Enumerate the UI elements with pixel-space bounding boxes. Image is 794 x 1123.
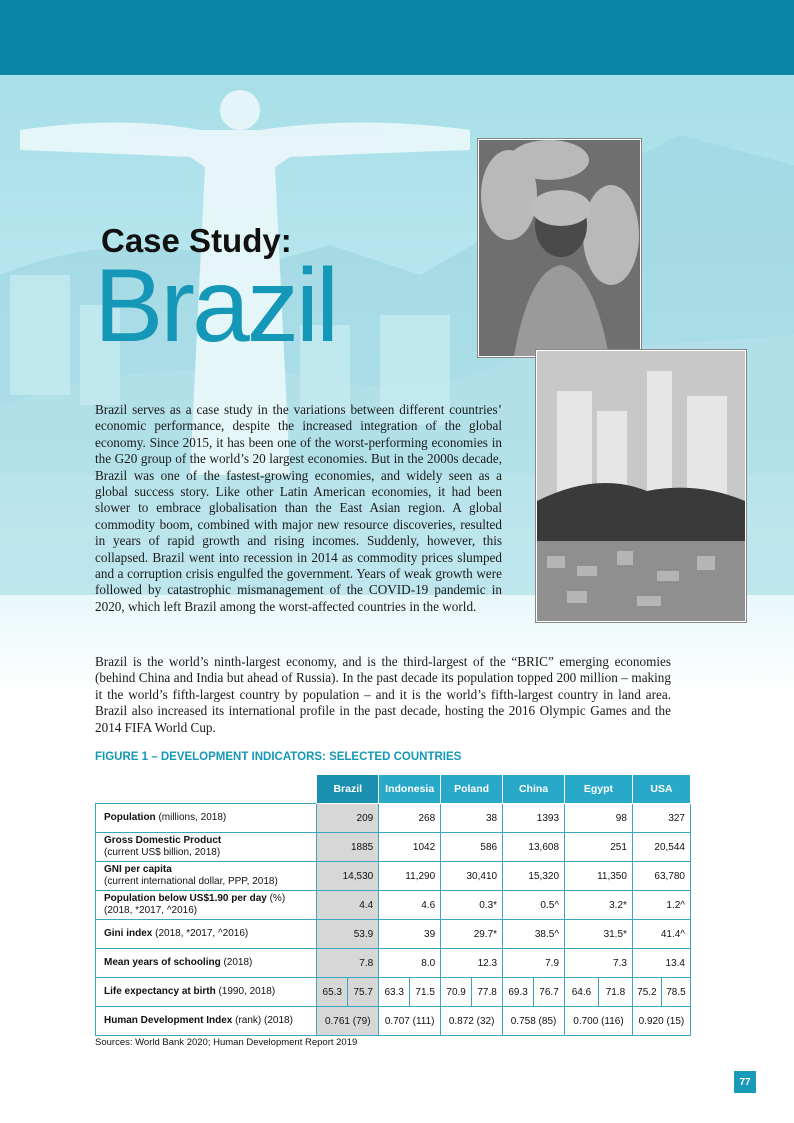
cell-brazil: 1885 <box>317 833 379 862</box>
cell-china: 13,608 <box>503 833 565 862</box>
cell-china: 7.9 <box>503 949 565 978</box>
favela-city-photo <box>536 350 746 622</box>
col-header-egypt: Egypt <box>565 775 633 804</box>
cell-brazil: 7.8 <box>317 949 379 978</box>
row-label: GNI per capita (current international dollar, PPP, 2018) <box>96 862 317 891</box>
cell-indonesia-1990: 63.3 <box>379 978 410 1007</box>
table-row-gni <box>96 862 691 891</box>
row-label: Population below US$1.90 per day (%) (2018, *2017, ^2016) <box>96 891 317 920</box>
cell-china: 15,320 <box>503 862 565 891</box>
development-indicators-table <box>95 774 691 1036</box>
cell-indonesia: 0.707 (111) <box>379 1007 441 1036</box>
cell-poland: 0.3* <box>441 891 503 920</box>
cell-china: 0.758 (85) <box>503 1007 565 1036</box>
page-title: Brazil <box>94 248 337 364</box>
cell-brazil: 14,530 <box>317 862 379 891</box>
cell-poland-2018: 77.8 <box>472 978 503 1007</box>
row-label: Mean years of schooling (2018) <box>96 949 317 978</box>
cell-usa: 20,544 <box>632 833 690 862</box>
col-header-usa: USA <box>632 775 690 804</box>
cell-egypt: 98 <box>565 804 633 833</box>
table-header-row <box>96 775 691 804</box>
table-row-poverty <box>96 891 691 920</box>
cell-egypt: 3.2* <box>565 891 633 920</box>
row-label: Gross Domestic Product (current US$ billion, 2018) <box>96 833 317 862</box>
row-label: Population (millions, 2018) <box>96 804 317 833</box>
cell-china: 0.5^ <box>503 891 565 920</box>
cell-poland: 30,410 <box>441 862 503 891</box>
cell-egypt: 11,350 <box>565 862 633 891</box>
cell-usa: 41.4^ <box>632 920 690 949</box>
cell-usa-2018: 78.5 <box>661 978 690 1007</box>
cell-indonesia: 268 <box>379 804 441 833</box>
row-label: Human Development Index (rank) (2018) <box>96 1007 317 1036</box>
case-study-kicker: Case Study: <box>101 222 292 259</box>
cell-brazil: 0.761 (79) <box>317 1007 379 1036</box>
cell-brazil: 209 <box>317 804 379 833</box>
cell-indonesia: 11,290 <box>379 862 441 891</box>
col-header-indonesia: Indonesia <box>379 775 441 804</box>
row-label: Life expectancy at birth (1990, 2018) <box>96 978 317 1007</box>
cell-indonesia: 39 <box>379 920 441 949</box>
cell-egypt: 251 <box>565 833 633 862</box>
body-paragraph: Brazil is the world’s ninth-largest economy, and is the third-largest of the “BRIC” emerging economies (behind China and India but ahead of Russia). In the past decade its population topped 200 million – making it the world’s fifth-largest country by population – and it is the world’s fifth-largest country in land area. Brazil also increased its international profile in the past decade, hosting the 2016 Olympic Games and the 2014 FIFA World Cup. <box>95 654 671 735</box>
cell-indonesia: 4.6 <box>379 891 441 920</box>
cell-poland: 586 <box>441 833 503 862</box>
cell-china-2018: 76.7 <box>534 978 565 1007</box>
figure-sources: Sources: World Bank 2020; Human Development Report 2019 <box>95 1037 358 1048</box>
row-label: Gini index (2018, *2017, ^2016) <box>96 920 317 949</box>
cell-egypt-2018: 71.8 <box>598 978 632 1007</box>
cell-poland-1990: 70.9 <box>441 978 472 1007</box>
table-row-gini <box>96 920 691 949</box>
table-row-population <box>96 804 691 833</box>
header-blank-cell <box>96 775 317 804</box>
cell-china: 38.5^ <box>503 920 565 949</box>
cell-brazil: 4.4 <box>317 891 379 920</box>
page-number: 77 <box>734 1071 756 1093</box>
cell-brazil-1990: 65.3 <box>317 978 348 1007</box>
cell-brazil: 53.9 <box>317 920 379 949</box>
cell-indonesia: 1042 <box>379 833 441 862</box>
top-banner <box>0 0 794 75</box>
cell-egypt: 0.700 (116) <box>565 1007 633 1036</box>
table-row-gdp <box>96 833 691 862</box>
cell-egypt-1990: 64.6 <box>565 978 599 1007</box>
cell-usa: 13.4 <box>632 949 690 978</box>
figure-title: FIGURE 1 – DEVELOPMENT INDICATORS: SELECTED COUNTRIES <box>95 751 462 763</box>
cell-china-1990: 69.3 <box>503 978 534 1007</box>
cell-egypt: 31.5* <box>565 920 633 949</box>
cell-brazil-2018: 75.7 <box>348 978 379 1007</box>
cell-poland: 0.872 (32) <box>441 1007 503 1036</box>
col-header-brazil: Brazil <box>317 775 379 804</box>
cell-indonesia: 8.0 <box>379 949 441 978</box>
intro-paragraph: Brazil serves as a case study in the variations between different countries’ economic performance, despite the increased integration of the global economy. Since 2015, it has been one of the worst-performing economies in the G20 group of the world’s 20 largest economies. But in the 2000s decade, Brazil was one of the fastest-growing economies, and widely seen as a global success story. Like other Latin American economies, it had been slower to embrace globalisation than the East Asian region. A global commodity boom, combined with major new resource discoveries, resulted in years of rapid growth and rising incomes. Suddenly, however, this collapsed. Brazil went into recession in 2014 as commodity prices slumped and a corruption crisis engulfed the government. Years of weak growth were followed by catastrophic mismanagement of the COVID-19 pandemic in 2020, which left Brazil among the worst-affected countries in the world. <box>95 402 502 614</box>
col-header-china: China <box>503 775 565 804</box>
cell-usa: 1.2^ <box>632 891 690 920</box>
cell-usa-1990: 75.2 <box>632 978 661 1007</box>
table-row-schooling <box>96 949 691 978</box>
cell-egypt: 7.3 <box>565 949 633 978</box>
table-row-hdi <box>96 1007 691 1036</box>
table-row-life-expectancy <box>96 978 691 1007</box>
cell-usa: 63,780 <box>632 862 690 891</box>
cell-poland: 29.7* <box>441 920 503 949</box>
cell-usa: 327 <box>632 804 690 833</box>
banana-vendor-photo <box>478 139 641 357</box>
cell-poland: 38 <box>441 804 503 833</box>
cell-indonesia-2018: 71.5 <box>410 978 441 1007</box>
cell-usa: 0.920 (15) <box>632 1007 690 1036</box>
col-header-poland: Poland <box>441 775 503 804</box>
cell-china: 1393 <box>503 804 565 833</box>
cell-poland: 12.3 <box>441 949 503 978</box>
